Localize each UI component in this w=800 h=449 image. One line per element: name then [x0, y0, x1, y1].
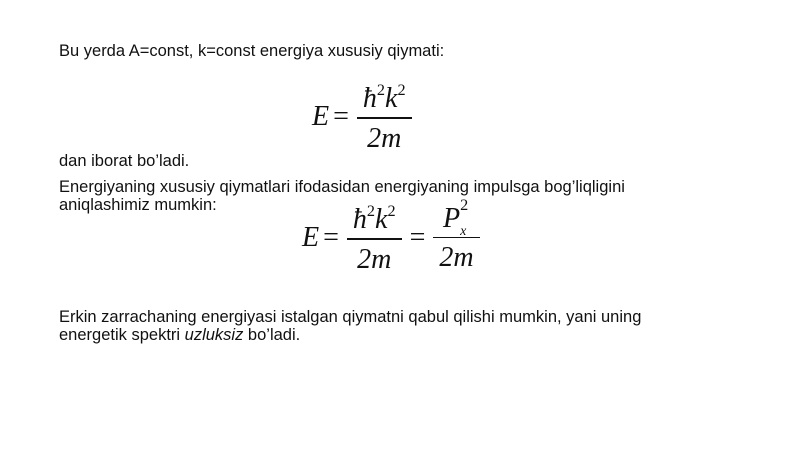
conclusion-text: dan iborat bo’ladi.: [59, 152, 190, 170]
energy-equation-1: [312, 82, 416, 153]
hbar-exponent: 2: [376, 81, 386, 99]
eq2-equals-1: =: [323, 222, 339, 254]
eq2-equals-2: =: [409, 222, 426, 254]
k-symbol: k: [385, 83, 398, 115]
eq2-fraction-2: [433, 195, 479, 274]
k-exponent: 2: [387, 202, 396, 220]
k-symbol: k: [375, 204, 388, 236]
hbar: ħ: [362, 83, 377, 115]
momentum-p: [442, 195, 469, 239]
eq2-lhs: E: [302, 222, 320, 254]
eq2-denominator-1: 2m: [357, 243, 392, 275]
eq2-numerator-2: [437, 195, 476, 239]
p-symbol: P: [442, 202, 461, 234]
dependence-line-2: aniqlashimiz mumkin:: [59, 196, 217, 214]
eq1-lhs: E: [312, 101, 330, 133]
p-subscript: x: [460, 223, 467, 239]
spectrum-line-2-end: bo’ladi.: [243, 326, 301, 344]
eq1-numerator: [357, 82, 412, 117]
eq2-numerator-1: [347, 203, 402, 238]
eq1-fraction: [357, 82, 412, 153]
spectrum-emphasis: uzluksiz: [184, 326, 244, 344]
dependence-line-1: Energiyaning xususiy qiymatlari ifodasidan energiyaning impulsga bog’liqligini: [59, 178, 625, 196]
k-exponent: 2: [397, 81, 406, 99]
eq1-denominator: 2m: [367, 122, 402, 154]
intro-text: Bu yerda A=const, k=const energiya xususiy qiymati:: [59, 42, 445, 60]
spectrum-line-1: Erkin zarrachaning energiyasi istalgan qiymatni qabul qilishi mumkin, yani uning: [59, 308, 642, 326]
eq2-denominator-2: 2m: [439, 242, 474, 274]
eq2-fraction-1: [347, 203, 402, 274]
spectrum-text: [59, 308, 759, 344]
energy-equation-2: [302, 195, 484, 275]
spectrum-line-2-start: energetik spektri: [59, 326, 185, 344]
hbar-exponent: 2: [366, 202, 376, 220]
eq1-equals: =: [333, 101, 349, 133]
p-exponent: 2: [460, 195, 469, 214]
hbar: ħ: [352, 204, 367, 236]
